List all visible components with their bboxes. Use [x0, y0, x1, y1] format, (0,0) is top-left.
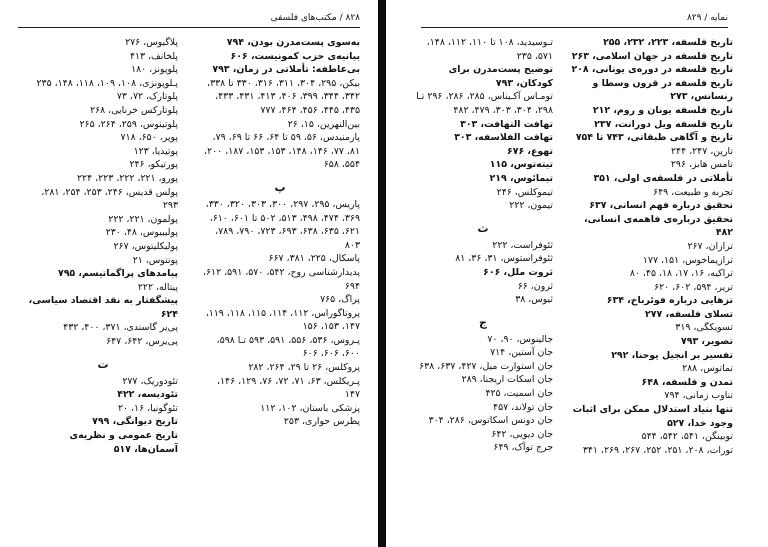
index-entry: تاریخ فلسفه در جهان اسلامی، ۲۶۳: [571, 50, 733, 62]
index-entry: پاریس، ۲۹۵، ۲۹۷، ۳۰۰، ۳۰۳، ۳۲۰، ۳۳۰، ۳۶۹، ۴۷۴، ۴۹۸، ۵۱۳، ۵۰۲ تا ۶۰۱، ۶۱۰، ۶۲۱، ۶۳۵، ۶۳۸، ۶۹۳، ۷۲۳، ۷۹۰، ۷۸۹، ۸۰۳: [205, 198, 360, 251]
index-entry: جان اسکات اریجنا، ۲۸۹: [461, 374, 553, 386]
index-entry: پلوتارک، ۷۲، ۷۳: [116, 91, 178, 103]
index-entry: تسلای فلسفه، ۲۷۷: [645, 308, 733, 320]
index-column: [28, 36, 178, 456]
index-entry: تراکیه، ۱۶، ۱۷، ۱۸، ۴۵، ۸۰: [629, 268, 733, 280]
index-entry: تصویر، ۷۹۳: [681, 336, 733, 348]
index-entry: تیمائوس، ۲۱۹: [489, 172, 553, 184]
index-entry: تئودیسه، ۴۲۲: [117, 389, 178, 401]
index-entry: بیانیه‌ی حزب کمونیست، ۶۰۶: [230, 50, 360, 62]
index-entry: تنها بنیاد استدلال ممکن برای اثبات وجود خدا، ۵۲۷: [572, 404, 733, 429]
index-entry: تئوگونیا، ۱۶، ۲۰: [117, 402, 178, 414]
index-section-letter: پ: [274, 180, 286, 194]
index-entry: ثرون، ۶۶: [517, 280, 553, 292]
index-entry: تمدن و فلسفه، ۶۴۸: [641, 376, 733, 388]
index-entry: تاریخ فلسفه یونان و روم، ۲۱۲: [592, 104, 733, 116]
index-entry: پطرس حواری، ۲۵۳: [283, 416, 360, 428]
index-entry: پدیدارشناسی روح، ۵۴۲، ۵۷۰، ۵۹۱، ۶۱۲، ۶۹۴: [202, 266, 360, 292]
left-page: [0, 0, 378, 547]
index-entry: پلاگیوس، ۲۷۶: [125, 37, 178, 48]
index-entry: تأملاتی در فلسفه‌ی اولی، ۳۵۱: [593, 172, 733, 184]
index-entry: جان دونس اسکاتوس، ۲۸۶، ۳۰۴: [428, 415, 553, 427]
page-header: ۸۲۸ / مکتب‌های فلسفی: [270, 13, 360, 23]
index-entry: پی‌یر گاسندی، ۳۷۱، ۴۰۰، ۴۳۲: [63, 322, 178, 334]
index-entry: پزشکی باستان، ۱۰۲، ۱۱۲: [260, 402, 360, 414]
index-entry: تجربه و طبیعت، ۶۴۹: [653, 186, 733, 198]
index-entry: تهافت الفلاسفه، ۳۰۳: [454, 132, 553, 144]
index-entry: پروکلس، ۲۶ تا ۲۹، ۲۶۴، ۲۸۲: [248, 362, 360, 374]
index-entry: جان استوارت میل، ۴۲۷، ۶۳۷، ۶۳۸: [419, 360, 553, 372]
index-entry: تاریخ فلسفه، ۲۲۳، ۲۳۲، ۲۵۵: [603, 37, 733, 48]
index-entry: تامس هابز، ۲۹۶: [670, 159, 733, 171]
index-entry: تهوع، ۶۷۶: [507, 145, 553, 157]
index-entry: تریر، ۵۹۴، ۶۰۲، ۶۲۰: [654, 281, 733, 293]
index-entry: پـلوپونزی، ۱۰۸، ۱۰۹، ۱۱۸، ۱۴۸، ۲۳۵: [36, 77, 178, 89]
index-entry: جان آستین، ۷۱۴: [490, 347, 553, 359]
index-entry: بیکن، ۲۹۵، ۳۰۴، ۳۱۱، ۳۱۶، ۳۳۰ تا ۳۳۸، ۳۴۲، ۳۴۴، ۳۹۹، ۴۰۶، ۴۱۳، ۴۳۱، ۴۳۳، ۴۳۵، ۴۴۵، ۴۵۶، ۴۶۴، ۷۷۷: [207, 77, 360, 116]
index-entry: ثئوفراستوس، ۳۱، ۳۶، ۸۱: [455, 253, 553, 265]
index-entry: پوتیدیا، ۱۲۳: [133, 145, 178, 157]
index-entry: پروتاگوراس، ۱۱۲، ۱۱۴، ۱۱۵، ۱۱۸، ۱۱۹، ۱۴۷، ۱۵۳، ۱۵۶: [205, 307, 360, 333]
index-entry: ترازان، ۲۶۷: [687, 240, 733, 252]
index-entry: تاریخ و آگاهی طبقاتی، ۷۴۳ تا ۷۵۴: [575, 132, 733, 144]
index-entry: تزهایی درباره فوئرباخ، ۶۳۴: [606, 295, 733, 307]
book-gutter: [378, 0, 386, 547]
index-entry: پورتیکو، ۲۴۶: [129, 159, 178, 171]
index-entry: ثروت ملل، ۶۰۶: [483, 266, 553, 278]
index-entry: تیته‌توس، ۱۱۵: [489, 159, 553, 171]
index-entry: جرج توآک، ۶۴۹: [493, 442, 553, 454]
index-entry: تاریخ دیوانگی، ۷۹۹: [92, 416, 178, 428]
index-entry: پلوپونز، ۱۸۰: [131, 64, 178, 76]
index-entry: جان تولاند، ۴۵۷: [493, 401, 553, 413]
index-entry: تاریخ فلسفه در قرون وسطا و رنسانس، ۲۷۳: [592, 77, 733, 103]
index-entry: تارپن، ۲۴۷، ۲۴۴: [671, 145, 733, 157]
index-entry: تهافت التهافت، ۳۰۳: [460, 118, 553, 130]
index-entry: تاریخ فلسفه در دوره‌ی یونانی، ۲۰۸: [571, 64, 733, 76]
index-entry: پاسکال، ۲۲۵، ۳۸۱، ۶۶۷: [268, 253, 360, 265]
index-entry: پراگ، ۷۶۵: [320, 294, 360, 306]
index-entry: جان اسمیت، ۴۲۵: [485, 388, 553, 400]
index-entry: تسویکگی، ۳۱۹: [675, 322, 733, 334]
index-column: [565, 36, 733, 457]
index-entry: توبینگن، ۵۴۱، ۵۴۲، ۵۴۴: [641, 431, 733, 443]
index-column: [200, 36, 360, 429]
index-entry: توضیح پست‌مدرن برای کودکان، ۷۹۳: [448, 64, 553, 89]
index-entry: پی‌یرس، ۶۴۲، ۶۴۷: [106, 336, 178, 348]
index-entry: تحقیق درباره‌ی فاهمه‌ی انسانی، ۴۸۲: [584, 213, 733, 239]
index-entry: تحقیق درباره‌ فهم انسانی، ۶۳۷: [589, 200, 733, 212]
index-entry: بی‌عاطفه: تأملاتی در زمان، ۷۹۳: [212, 64, 360, 76]
index-entry: جان دیویی، ۶۴۲: [491, 428, 553, 440]
index-entry: به‌سوی پست‌مدرن بودن، ۷۹۴: [226, 37, 360, 48]
index-entry: تاریخ فلسفه ویل دورانت، ۲۳۷: [594, 118, 733, 130]
index-entry: تـوسیدید، ۱۰۸ تا ۱۱۰، ۱۱۲، ۱۴۸، ۵۷۱، ۲۳۵: [426, 37, 553, 62]
index-entry: ترازیماخوس، ۱۵۱، ۱۷۷: [642, 254, 733, 266]
index-entry: ثیوس، ۳۸: [515, 294, 553, 306]
index-entry: تیموکلس، ۲۴۶: [496, 186, 553, 198]
header-rule: [18, 27, 360, 28]
index-section-letter: ج: [479, 315, 487, 329]
index-entry: پولس قدیس، ۲۴۶، ۲۵۳، ۲۵۴، ۲۸۱، ۲۹۳: [41, 186, 178, 212]
index-entry: تاریخ عمومی و نظریه‌ی آسمان‌ها، ۵۱۷: [69, 430, 178, 455]
index-entry: پیامدهای پراگماتیسم، ۷۹۵: [57, 268, 178, 280]
header-rule: [421, 27, 728, 28]
index-entry: تماتوس، ۲۸۸: [682, 363, 733, 375]
page-header: نمایه / ۸۲۹: [686, 13, 728, 23]
index-entry: پـریکلس، ۶۳، ۷۱، ۷۲، ۷۶، ۱۲۹، ۱۴۶، ۱۴۷: [216, 375, 360, 401]
index-entry: بین‌النهرین، ۱۵، ۲۶: [287, 118, 360, 130]
index-entry: پولیکلیتوس، ۲۶۷: [113, 240, 178, 252]
index-entry: تئودوریک، ۲۷۷: [122, 375, 178, 387]
index-entry: تورات، ۲۰۸، ۲۵۱، ۲۵۲، ۲۶۷، ۲۶۹، ۳۴۱: [582, 444, 733, 456]
index-entry: ثئوفراست، ۲۲۲: [492, 239, 553, 251]
index-entry: پلخانف، ۴۱۳: [129, 50, 178, 62]
index-entry: تیمون، ۲۲۲: [509, 200, 553, 212]
index-entry: پونتوس، ۲۱: [132, 254, 178, 266]
index-entry: تومـاس آکـیناس، ۲۸۵، ۲۸۶، ۲۹۶ تـا ۲۹۸، ۳۰۴، ۳۰۳، ۴۷۹، ۴۸۲: [416, 91, 553, 116]
index-column: [413, 36, 553, 455]
index-entry: پلوتینوس، ۲۵۹، ۲۶۴، ۲۶۵: [79, 118, 178, 130]
index-entry: تفسیر بر انجیل یوحنا، ۲۹۲: [611, 349, 733, 361]
index-entry: پـروس، ۵۳۶، ۵۵۶، ۵۹۱، ۵۹۳ تـا ۵۹۸، ۶۰۰، ۶۰۶، ۶۰۶: [216, 334, 360, 360]
index-entry: پیشگفتار به نقد اقتصاد سیاسی، ۶۲۴: [28, 295, 178, 320]
index-entry: تناوب زمانی، ۷۹۴: [664, 390, 733, 402]
index-entry: پولمون، ۲۲۱، ۲۲۲: [108, 213, 178, 225]
right-page: [386, 0, 768, 547]
index-entry: پارمنیدس، ۵۶، ۵۹ تا ۶۴، ۶۶ تا ۶۹، ۷۹، ۸۱، ۷۷، ۱۴۶، ۱۴۸، ۱۵۳، ۱۵۳، ۱۸۷، ۲۰۰، ۵۵۴، ۶۵۸: [204, 132, 360, 171]
index-section-letter: ت: [97, 357, 109, 371]
index-entry: پولیبیوس، ۴۸، ۲۳۰: [105, 227, 178, 239]
index-entry: جالینوس، ۹۰، ۷۰: [487, 333, 553, 345]
index-section-letter: ث: [477, 221, 489, 235]
index-entry: پیتاله، ۲۲۲: [137, 281, 178, 293]
index-entry: پوپر، ۶۵۰، ۷۱۸: [120, 132, 178, 144]
index-entry: پورو، ۲۲۱، ۲۲۲، ۲۲۳، ۲۲۴: [77, 172, 178, 184]
index-entry: پلوتارکس خرنایی، ۲۶۸: [90, 104, 178, 116]
